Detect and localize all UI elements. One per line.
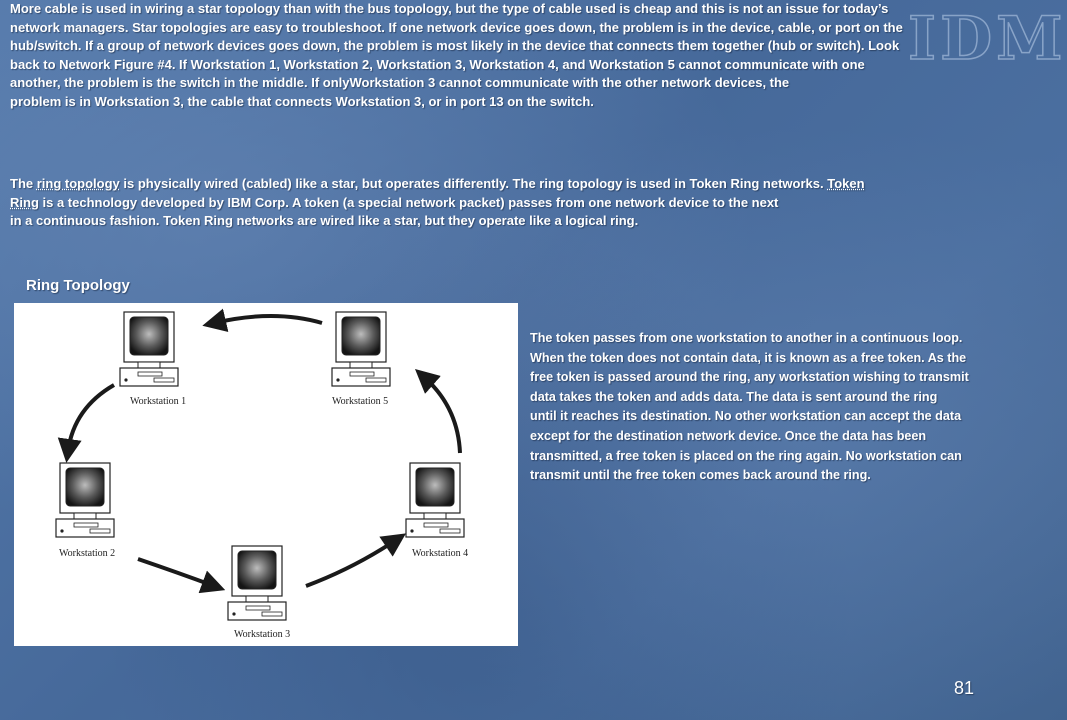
computer-icon: [228, 546, 286, 620]
text-line: [10, 175, 865, 194]
keyword-ring-topology: ring topology: [36, 176, 120, 191]
arrow-ws5-to-ws1: [214, 316, 322, 323]
text-fragment: is physically wired (cabled) like a star, but operates differently. The ring topology is used in Token Ring networks.: [119, 176, 828, 191]
workstation-3: [228, 546, 290, 640]
computer-icon: [120, 312, 178, 386]
workstation-label: Workstation 3: [234, 629, 291, 640]
text-line: in a continuous fashion. Token Ring networks are wired like a star, but they operate like a logical ring.: [10, 213, 639, 229]
text-line: data takes the token and adds data. The data is sent around the ring: [530, 389, 938, 404]
arrow-ws2-to-ws3: [138, 559, 214, 586]
workstation-2: [56, 463, 115, 559]
keyword-token: Token: [827, 176, 865, 191]
workstation-4: [406, 463, 468, 559]
text-line: When the token does not contain data, it is known as a free token. As the: [530, 350, 967, 365]
section-title: Ring Topology: [26, 277, 130, 294]
text-line: back to Network Figure #4. If Workstation 1, Workstation 2, Workstation 3, Workstation 4, and Workstation 5 cannot communicate with one: [10, 56, 865, 72]
text-line: network managers. Star topologies are easy to troubleshoot. If one network device goes down, the problem is in the device, cable, or port on the: [10, 19, 903, 35]
keyword-ring: Ring: [10, 194, 39, 210]
computer-icon: [332, 312, 390, 386]
workstation-label: Workstation 1: [130, 396, 187, 407]
star-topology-paragraph: [10, 0, 903, 112]
arrow-ws4-to-ws5: [424, 377, 460, 453]
workstation-label: Workstation 2: [59, 548, 116, 559]
text-line: problem is in Workstation 3, the cable that connects Workstation 3, or in port 13 on the switch.: [10, 93, 594, 109]
text-line: More cable is used in wiring a star topology than with the bus topology, but the type of cable used is cheap and this is not an issue for today’s: [10, 1, 889, 16]
text-line: transmit until the free token comes back around the ring.: [530, 468, 871, 483]
arrow-ws3-to-ws4: [306, 540, 396, 586]
text-line: transmitted, a free token is placed on the ring again. No workstation can: [530, 448, 962, 463]
computer-icon: [56, 463, 114, 537]
page-number: 81: [954, 678, 975, 698]
text-line: except for the destination network device. Once the data has been: [530, 428, 927, 443]
text-fragment: The: [10, 176, 37, 191]
text-line: another, the problem is the switch in the middle. If onlyWorkstation 3 cannot communicate with the other network devices, the: [10, 75, 790, 91]
computer-icon: [406, 463, 464, 537]
workstation-1: [120, 312, 186, 407]
text-line: until it reaches its destination. No other workstation can accept the data: [530, 409, 962, 424]
text-line: hub/switch. If a group of network devices goes down, the problem is most likely in the device that connects them together (hub or switch). Look: [10, 38, 900, 54]
workstation-label: Workstation 4: [412, 548, 469, 559]
text-line: free token is passed around the ring, any workstation wishing to transmit: [530, 370, 969, 385]
ring-topology-paragraph: [10, 175, 865, 231]
token-paragraph: [530, 329, 969, 486]
workstation-label: Workstation 5: [332, 396, 389, 407]
ring-topology-diagram: [14, 303, 518, 646]
arrow-ws1-to-ws2: [68, 385, 114, 451]
text-fragment: is a technology developed by IBM Corp. A token (a special network packet) passes from one network device to the next: [38, 194, 779, 210]
workstation-5: [332, 312, 390, 407]
idm-logo: IDM: [908, 4, 1067, 74]
text-line: The token passes from one workstation to another in a continuous loop.: [530, 331, 963, 345]
ring-diagram-svg: [14, 303, 518, 646]
text-line: [10, 194, 865, 213]
